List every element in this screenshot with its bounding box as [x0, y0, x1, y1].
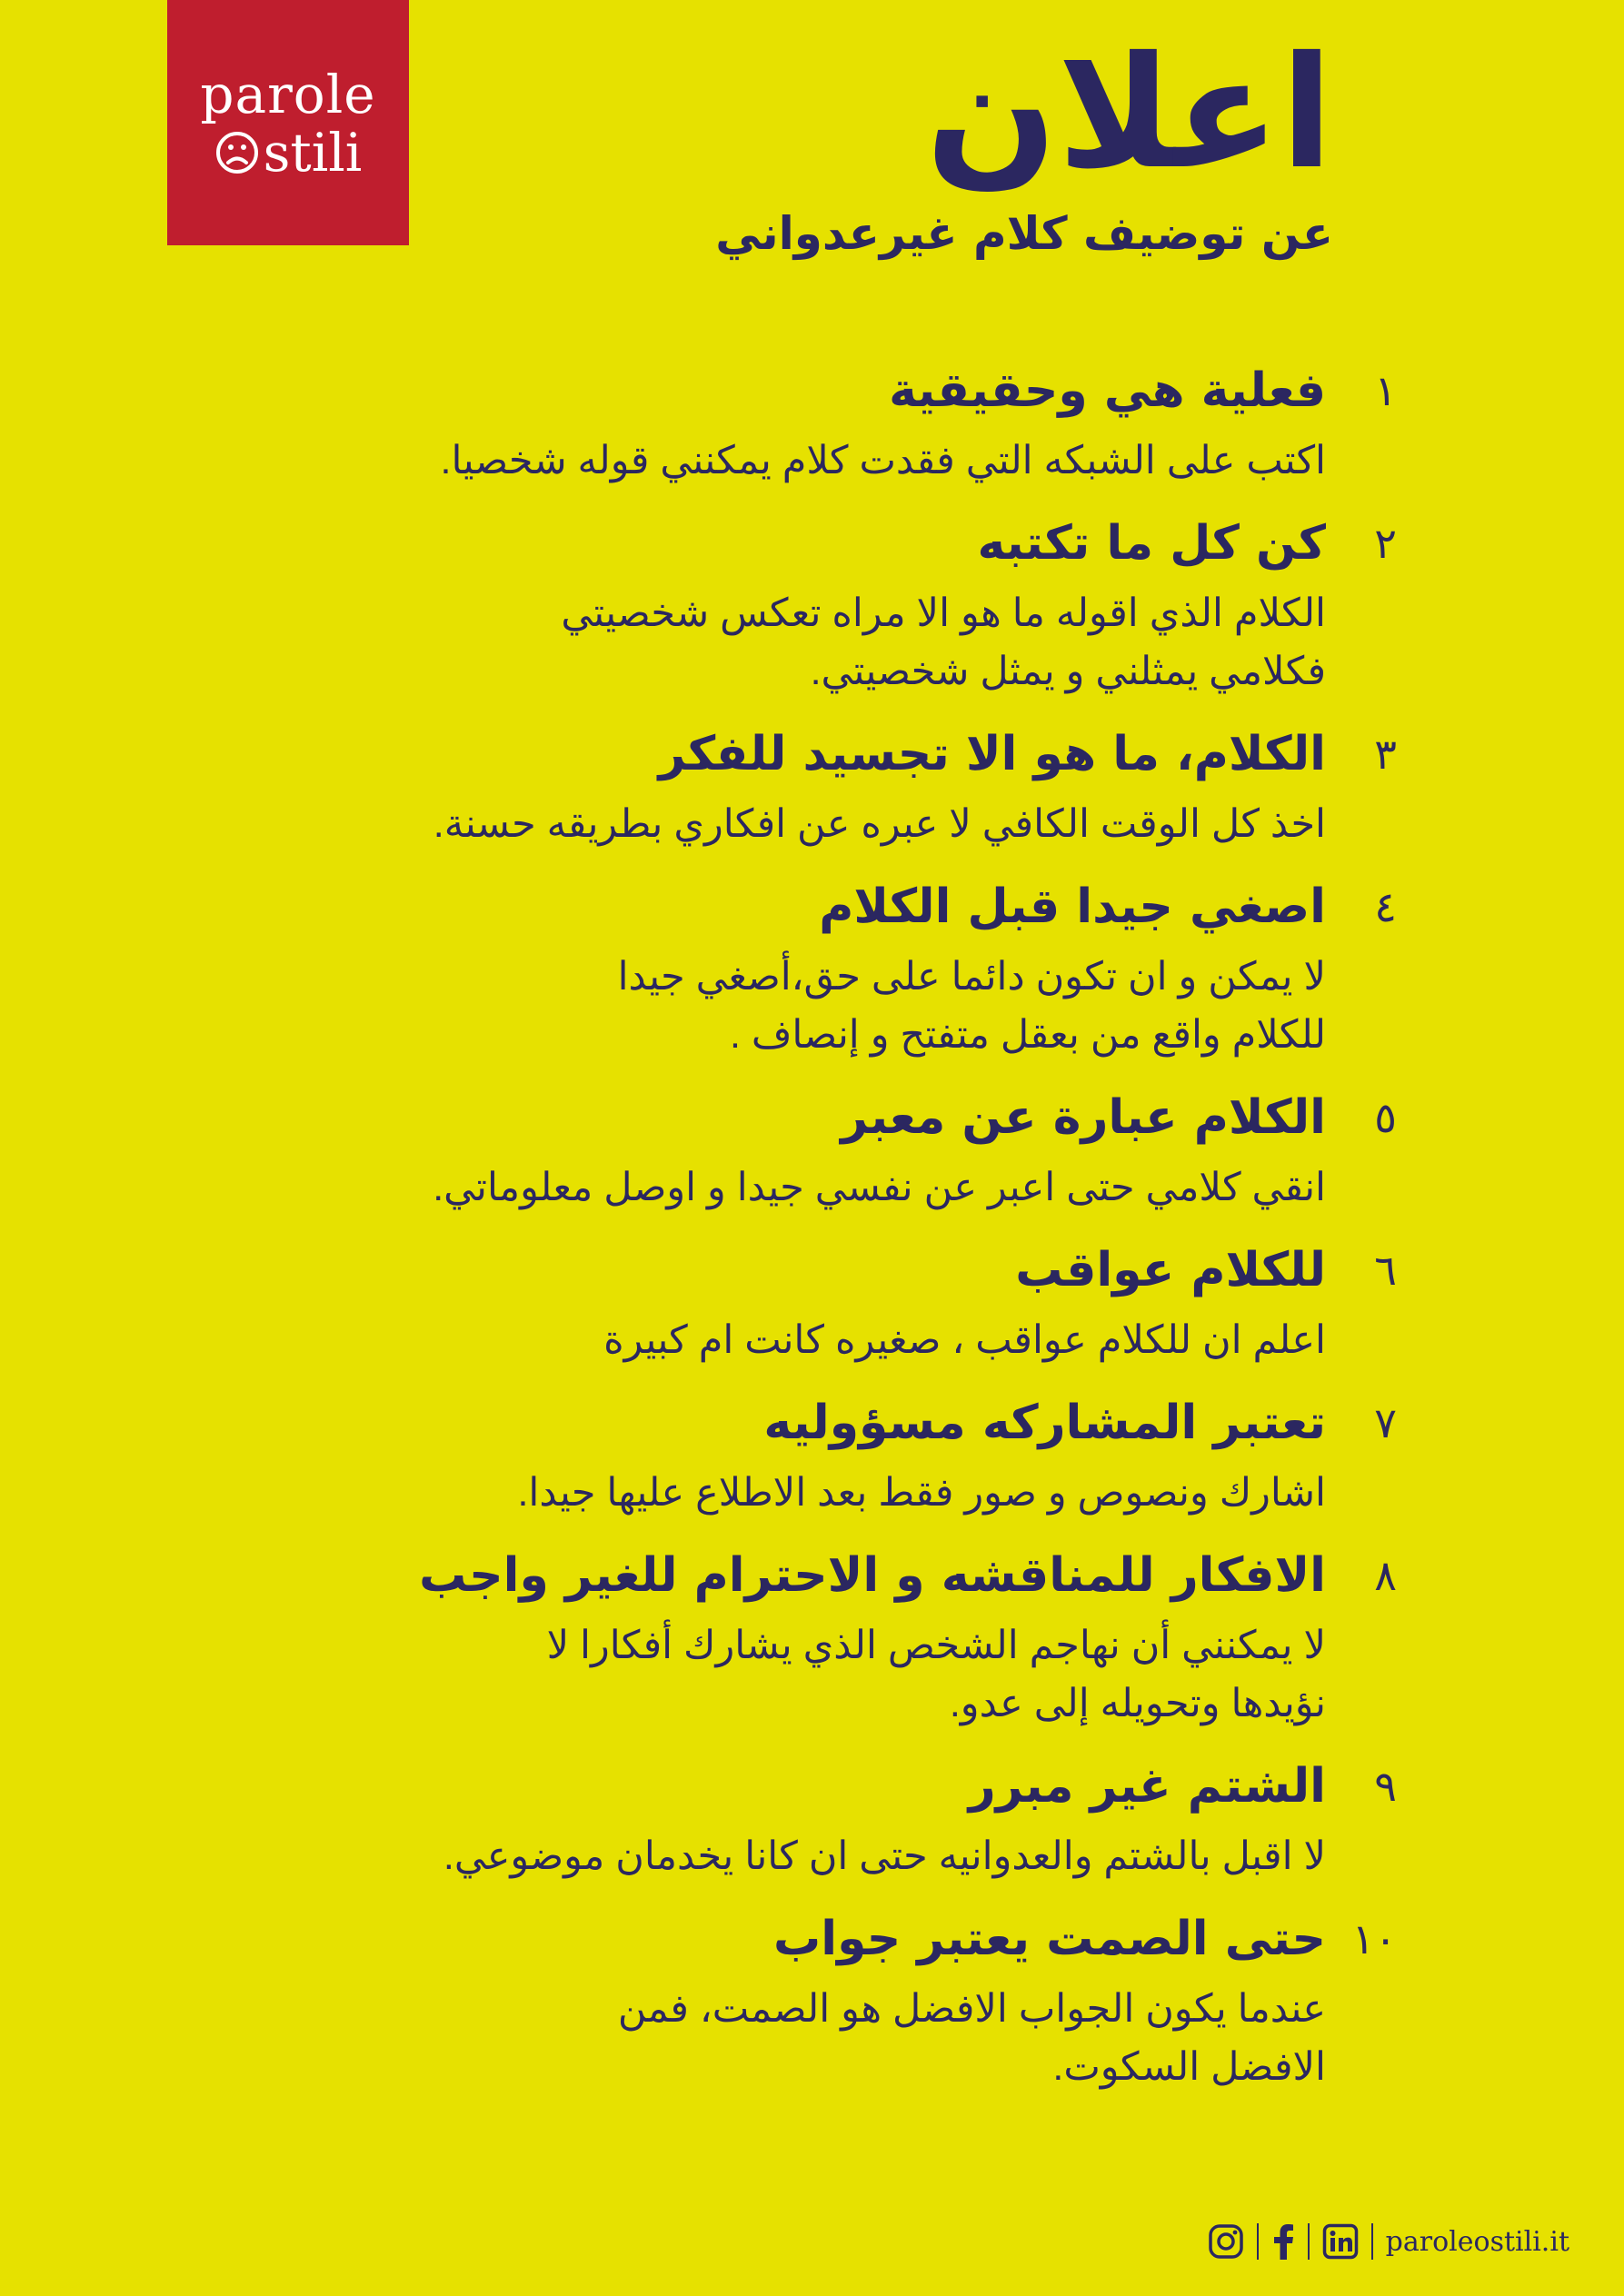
footer-divider [1308, 2223, 1310, 2260]
rule-title: الافكار للمناقشه و الاحترام للغير واجب [419, 1548, 1326, 1603]
footer-divider [1371, 2223, 1373, 2260]
rule-item [215, 1898, 1397, 2096]
rule-item [215, 1077, 1397, 1217]
rule-item [215, 866, 1397, 1064]
rule-number: ٤ [1374, 882, 1397, 931]
rule-item [215, 502, 1397, 701]
logo-line-1: parole [200, 64, 376, 125]
rule-body: الكلام الذي اقوله ما هو الا مراه تعكس شخصيتي فكلامي يمثلني و يمثل شخصيتي. [561, 591, 1326, 693]
rule-title: الكلام عبارة عن معبر [841, 1090, 1326, 1145]
rules-list [215, 350, 1397, 2096]
rule-body: اشارك ونصوص و صور فقط بعد الاطلاع عليها جيدا. [517, 1471, 1326, 1515]
rule-number: ١ [1374, 366, 1397, 415]
rule-item [215, 1229, 1397, 1369]
rule-title: فعلية هي وحقيقية [889, 363, 1326, 418]
rule-title: تعتبر المشاركه مسؤوليه [763, 1396, 1326, 1450]
rule-body: لا اقبل بالشتم والعدوانيه حتى ان كانا يخدمان موضوعي. [443, 1834, 1326, 1878]
rule-number: ٢ [1374, 519, 1397, 568]
rule-number: ٨ [1374, 1551, 1397, 1600]
rule-number: ١٠ [1351, 1914, 1397, 1963]
rule-body: اخذ كل الوقت الكافي لا عبره عن افكاري بطريقه حسنة. [433, 802, 1326, 846]
rule-body: اكتب على الشبكه التي فقدت كلام يمكنني قوله شخصيا. [440, 439, 1326, 482]
footer-divider [1257, 2223, 1259, 2260]
rule-item [215, 1382, 1397, 1522]
logo-word-stili: stili [263, 122, 363, 184]
rule-body: لا يمكنني أن نهاجم الشخص الذي يشارك أفكارا لا نؤيدها وتحويله إلى عدو. [546, 1624, 1326, 1725]
rule-title: كن كل ما تكتبه [977, 516, 1326, 571]
footer [1208, 2223, 1569, 2260]
page-subtitle: عن توضيف كلام غيرعدواني [715, 207, 1333, 260]
rule-item [215, 350, 1397, 490]
rule-number: ٣ [1374, 730, 1397, 779]
rule-item [215, 713, 1397, 853]
rule-title: للكلام عواقب [1015, 1243, 1326, 1297]
rule-body: عندما يكون الجواب الافضل هو الصمت، فمن الافضل السكوت. [617, 1987, 1326, 2089]
rule-body: لا يمكن و ان تكون دائما على حق،أصغي جيدا للكلام واقع من بعقل متفتح و إنصاف . [617, 955, 1326, 1057]
rule-number: ٩ [1374, 1762, 1397, 1811]
rule-title: اصغي جيدا قبل الكلام [819, 880, 1326, 934]
rule-number: ٦ [1374, 1246, 1397, 1295]
rule-item [215, 1745, 1397, 1885]
website-link[interactable]: paroleostili.it [1385, 2225, 1569, 2258]
rule-body: انقي كلامي حتى اعبر عن نفسي جيدا و اوصل معلوماتي. [433, 1166, 1326, 1209]
facebook-icon[interactable] [1271, 2223, 1295, 2260]
logo [167, 0, 409, 245]
page-title: اعلان [925, 24, 1333, 204]
rule-number: ٧ [1374, 1398, 1397, 1447]
rule-title: حتى الصمت يعتبر جواب [773, 1912, 1326, 1966]
frown-face-icon [214, 130, 260, 175]
rule-item [215, 1535, 1397, 1733]
rule-body: اعلم ان للكلام عواقب ، صغيره كانت ام كبيرة [603, 1318, 1326, 1362]
instagram-icon[interactable] [1208, 2223, 1244, 2260]
logo-line-2 [167, 124, 409, 182]
rule-title: الكلام، ما هو الا تجسيد للفكر [658, 727, 1326, 781]
rule-title: الشتم غير مبرر [968, 1759, 1326, 1814]
rule-number: ٥ [1374, 1093, 1397, 1142]
linkedin-icon[interactable] [1322, 2223, 1359, 2260]
